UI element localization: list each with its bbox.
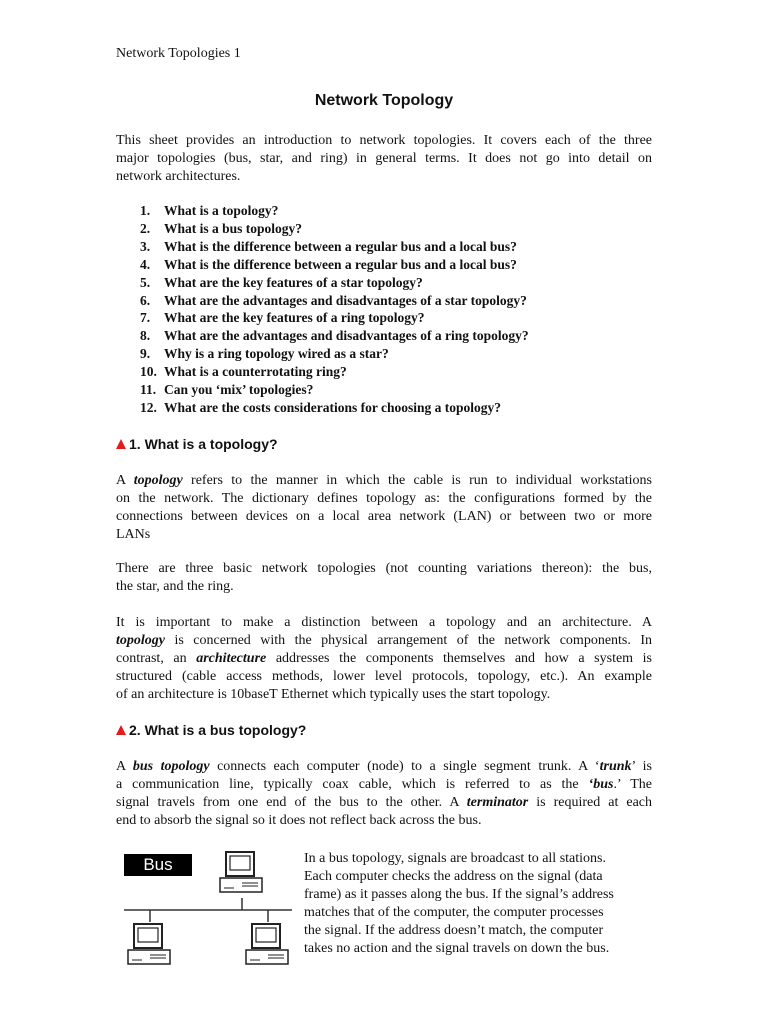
document-title: Network Topology (314, 92, 454, 109)
question-list (140, 202, 640, 417)
architecture-paragraph: It is important to make a distinction between a topology and an architecture. A topology is concerned with the physical arrangement of the network components. In contrast, an architecture addresses the components themselves and how a system is structured (cable access methods, lower level protocols, topology, etc.). An example of an architecture is 10baseT Ethernet which typically uses the start topology. (116, 615, 652, 702)
question-item: 5. What are the key features of a star topology? (140, 274, 423, 290)
computer-icon (246, 924, 288, 964)
term-topology: topology (133, 473, 183, 488)
bus-topology-diagram (116, 848, 296, 978)
term-topology: topology (116, 633, 165, 648)
term-architecture: architecture (196, 651, 267, 666)
question-item: 8. What are the advantages and disadvantages of a ring topology? (140, 328, 529, 344)
intro-line: network architectures. (116, 169, 241, 184)
intro-paragraph (116, 132, 652, 186)
running-header: Network Topologies 1 (116, 46, 241, 61)
term-bus: ‘bus (588, 777, 614, 792)
basic-topologies-paragraph: There are three basic network topologies (not counting variations thereon): the bus, the star, and the ring. (116, 561, 652, 594)
bus-network-drawing (116, 848, 296, 978)
computer-icon (220, 852, 262, 892)
question-item: 10. What is a counterrotating ring? (140, 364, 347, 380)
question-item: 3. What is the difference between a regular bus and a local bus? (140, 238, 517, 254)
red-triangle-icon[interactable] (116, 439, 126, 449)
bus-broadcast-paragraph: In a bus topology, signals are broadcast to all stations. Each computer checks the address on the signal (data frame) as it passes along the bus. If the signal’s address matches that of the computer, the computer processes the signal. If the address doesn’t match, the computer takes no action and the signal travels on down the bus. (304, 851, 614, 956)
question-item: 4. What is the difference between a regular bus and a local bus? (140, 256, 517, 272)
question-item: 7. What are the key features of a ring topology? (140, 310, 425, 326)
question-item: 6. What are the advantages and disadvantages of a star topology? (140, 292, 527, 308)
red-triangle-icon[interactable] (116, 725, 126, 735)
bus-topology-paragraph: A bus topology connects each computer (node) to a single segment trunk. A ‘trunk’ is a communication line, typically coax cable, which is referred to as the ‘bus.’ The signal travels from one end of the bus to the other. A terminator is required at each end to absorb the signal so it does not reflect back across the bus. (116, 759, 652, 828)
intro-line: This sheet provides an introduction to network topologies. It covers each of the three (116, 133, 652, 148)
term-bus-topology: bus topology (132, 759, 210, 774)
computer-icon (128, 924, 170, 964)
term-terminator: terminator (466, 795, 529, 810)
intro-line: major topologies (bus, star, and ring) in general terms. It does not go into detail on (116, 151, 652, 166)
section-heading-bus-topology[interactable]: 2. What is a bus topology? (116, 722, 306, 738)
question-item: 9. Why is a ring topology wired as a star? (140, 346, 389, 362)
term-trunk: trunk (599, 759, 632, 774)
section-heading-topology[interactable]: 1. What is a topology? (116, 436, 278, 452)
question-item: 12. What are the costs considerations for choosing a topology? (140, 399, 501, 415)
question-item: 11. Can you ‘mix’ topologies? (140, 382, 314, 398)
bus-label: Bus (124, 854, 192, 876)
question-item: 2. What is a bus topology? (140, 220, 303, 236)
question-item: 1. What is a topology? (140, 203, 279, 218)
topology-paragraph: A topology refers to the manner in which the cable is run to individual workstations on the network. The dictionary defines topology as: the configurations formed by the connections between devices on a local area network (LAN) or between two or more LANs (116, 473, 652, 542)
